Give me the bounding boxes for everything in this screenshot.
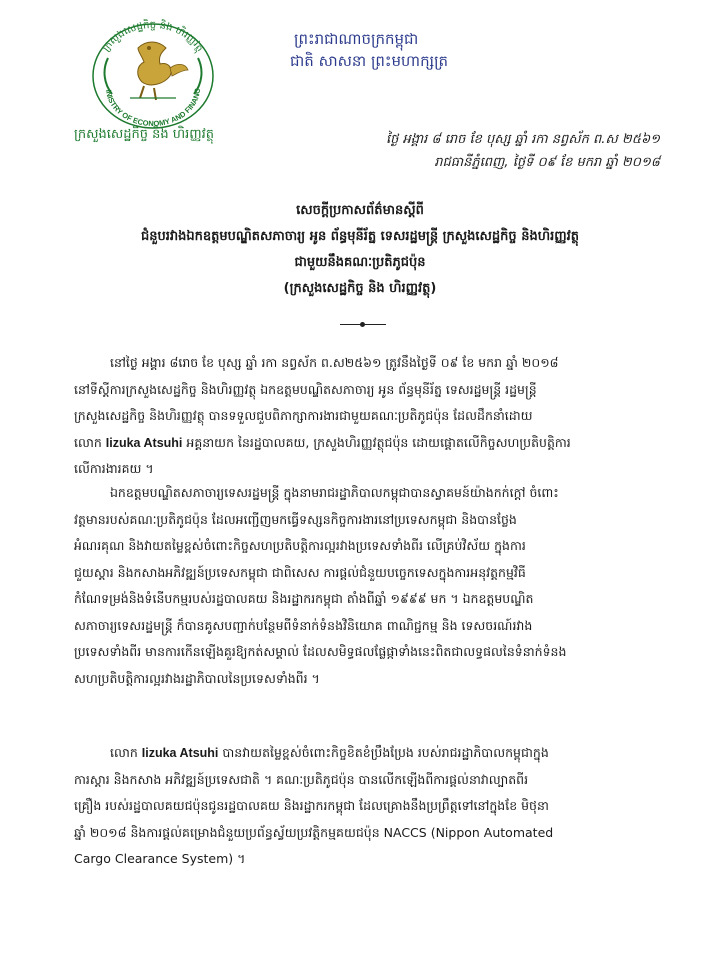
p2-line: ឯកឧត្តមបណ្ឌិតសភាចារ្យទេសរដ្ឋមន្ត្រី ក្នុងនាមរាជរដ្ឋាភិបាលកម្ពុជាបានស្វាគមន៍យ៉ាងកក់ក្តៅ ចំពោះ <box>110 485 559 500</box>
p1-line: នៅថ្ងៃ អង្គារ ៨រោច ខែ បុស្ស ឆ្នាំ រកា នព្វស័ក ព.ស២៥៦១ ត្រូវនឹងថ្ងៃទី ០៩ ខែ មករា ឆ្នាំ ២០១៨ <box>110 355 559 370</box>
ministry-name: ក្រសួងសេដ្ឋកិច្ច និង ហិរញ្ញវត្ថុ <box>74 127 215 142</box>
p2-line: កំណែទម្រង់និងទំនើបកម្មរបស់រដ្ឋបាលគយ និងរដ្ឋាករកម្ពុជា តាំងពីឆ្នាំ ១៩៩៩ មក ។ ឯកឧត្តមបណ្ឌិត <box>74 591 534 606</box>
p2-line: ប្រទេសទាំងពីរ មានការកើនឡើងគួរឱ្យកត់សម្គាល់ ដែលសមិទ្ធផលផ្លែផ្កាទាំងនេះពិតជាលទ្ធផលនៃទំនាក់ទំនង <box>74 644 567 659</box>
p3-line: ឆ្នាំ ២០១៨ និងការផ្តល់គម្រោងជំនួយប្រព័ន្ធស្វ័យប្រវត្តិកម្មគយជប៉ុន NACCS (Nippon Automated <box>74 824 554 840</box>
kingdom-line-2: ជាតិ សាសនា ព្រះមហាក្សត្រ <box>290 52 449 70</box>
p2-line: វត្តមានរបស់គណៈប្រតិភូជប៉ុន ដែលអញ្ជើញមកធ្វើទស្សនកិច្ចការងារនៅប្រទេសកម្ពុជា និងបានថ្លែង <box>74 511 517 527</box>
p3-line: គ្រឿង របស់រដ្ឋបាលគយជប៉ុនជូនរដ្ឋបាលគយ និងរដ្ឋាករកម្ពុជា ដែលគ្រោងនឹងប្រព្រឹត្តទៅនៅក្នុងខែ មិថុនា <box>74 798 549 813</box>
p1-line: នៅទីស្តីការក្រសួងសេដ្ឋកិច្ច និងហិរញ្ញវត្ថុ ឯកឧត្តមបណ្ឌិតសភាចារ្យ អូន ព័ន្ធមុនីរ័ត្ន ទេសរដ្ឋមន្ត្រី រដ្ឋមន្ត្រី <box>74 381 537 397</box>
person-name: Iizuka Atsuhi <box>141 746 219 760</box>
p3-prefix: លោក <box>110 745 138 760</box>
p1-line: ក្រសួងសេដ្ឋកិច្ច និងហិរញ្ញវត្ថុ បានទទួលជួបពិភាក្សាការងារជាមួយគណៈប្រតិភូជប៉ុន ដែលដឹកនាំដោយ <box>74 408 533 423</box>
date-block <box>330 128 660 174</box>
svg-text:MINISTRY OF ECONOMY AND FINANC: INISTRY OF ECONOMY AND FINANC <box>104 87 203 129</box>
person-name: Iizuka Atsuhi <box>105 435 183 450</box>
p2-line: ជួយស្តារ និងកសាងអភិវឌ្ឍន៍ប្រទេសកម្ពុជា ជាពិសេស ការផ្តល់ជំនួយបច្ចេកទេសក្នុងការអនុវត្តកម្មវិធី <box>74 564 526 580</box>
p2-line: អំណរគុណ និងវាយតម្លៃខ្ពស់ចំពោះកិច្ចសហប្រតិបត្តិការល្អរវាងប្រទេសទាំងពីរ លើគ្រប់វិស័យ ក្នុងការ <box>74 538 526 553</box>
p3-line: ការស្តារ និងកសាង អភិវឌ្ឍន៍ប្រទេសជាតិ ។ គណៈប្រតិភូជប៉ុន បានលើកឡើងពីការផ្តល់នាវាល្បាតពីរ <box>74 771 529 787</box>
p1-line: លើការងារគយ ។ <box>74 461 154 476</box>
svg-text:ក្រសួងសេដ្ឋកិច្ច និង ហិរញ្ញវត្: ក្រសួងសេដ្ឋកិច្ច និង ហិរញ្ញវត្ថុ <box>100 19 206 54</box>
title-divider <box>340 324 386 325</box>
ministry-logo <box>78 18 228 130</box>
p1-suffix: អគ្គនាយក នៃរដ្ឋបាលគយ, ក្រសួងហិរញ្ញវត្ថុជប៉ុន ដោយផ្តោតលើកិច្ចសហប្រតិបត្តិការ <box>186 434 571 450</box>
paragraph-1 <box>74 350 632 483</box>
kingdom-line-1: ព្រះរាជាណាចក្រកម្ពុជា <box>294 30 419 48</box>
p1-prefix: លោក <box>74 434 102 450</box>
p3-line: Cargo Clearance System) ។ <box>74 851 246 866</box>
kingdom-motto <box>290 28 449 72</box>
title-line-2: ជំនួបរវាងឯកឧត្តមបណ្ឌិតសភាចារ្យ អូន ព័ន្ធមុនីរ័ត្ន ទេសរដ្ឋមន្ត្រី ក្រសួងសេដ្ឋកិច្ច និងហិរញ្ញវត្ថុ <box>141 229 579 244</box>
title-line-1: សេចក្តីប្រកាសព័ត៌មានស្តីពី <box>296 203 424 218</box>
p2-line: សហប្រតិបត្តិការល្អរវាងរដ្ឋាភិបាលនៃប្រទេសទាំងពីរ ។ <box>74 670 320 686</box>
title-line-3: ជាមួយនឹងគណៈប្រតិភូជប៉ុន <box>294 255 426 270</box>
p3-suffix: បានវាយតម្លៃខ្ពស់ចំពោះកិច្ចខិតខំប្រឹងប្រែង របស់រាជរដ្ឋាភិបាលកម្ពុជាក្នុង <box>222 745 549 760</box>
p3-line <box>74 740 632 767</box>
p1-line <box>74 430 632 457</box>
paragraph-2 <box>74 480 632 692</box>
press-release-title <box>30 198 690 302</box>
title-line-4: (ក្រសួងសេដ្ឋកិច្ច និង ហិរញ្ញវត្ថុ) <box>283 281 437 296</box>
date-solar: រាជធានីភ្នំពេញ, ថ្ងៃទី ០៩ ខែ មករា ឆ្នាំ ២០១៨ <box>434 155 660 170</box>
paragraph-3 <box>74 740 632 873</box>
emblem-icon <box>78 18 228 130</box>
date-lunar: ថ្ងៃ អង្គារ ៨ រោច ខែ បុស្ស ឆ្នាំ រកា នព្វស័ក ព.ស ២៥៦១ <box>385 132 660 147</box>
p2-line: សភាចារ្យទេសរដ្ឋមន្ត្រី ក៏បានគូសបញ្ជាក់បន្ថែមពីទំនាក់ទំនងវិនិយោគ ពាណិជ្ជកម្ម និង ទេសចរណ៍រវាង <box>74 617 533 633</box>
